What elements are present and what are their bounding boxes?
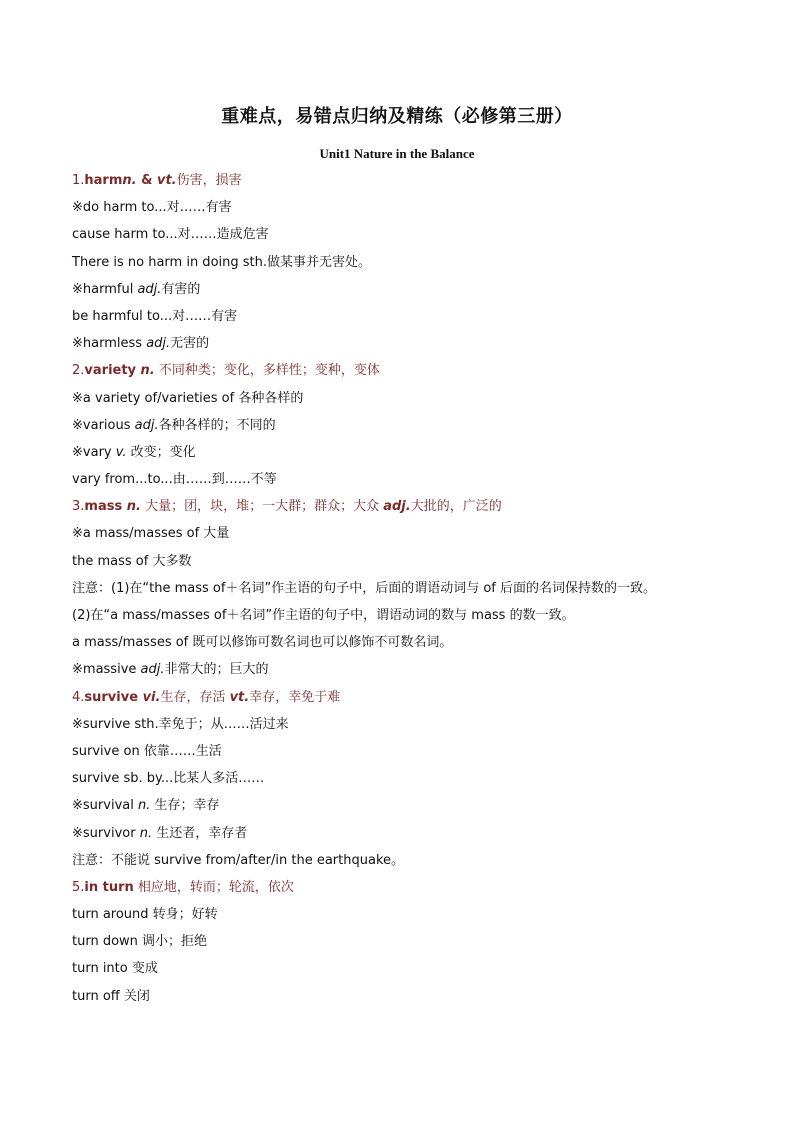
page-title: 重难点，易错点归纳及精练（必修第三册）	[221, 106, 573, 127]
entry-meaning: 幸存，幸免于难	[249, 689, 341, 705]
entry-line: ※do harm to...对……有害	[72, 200, 232, 216]
entry-meaning: 生存，存活	[160, 689, 230, 705]
entry-line: ※various adj.各种各样的；不同的	[72, 417, 276, 433]
reference-mark: ※	[72, 417, 83, 433]
entry-pos: n.	[122, 173, 137, 188]
entry-note: (2)在“a mass/masses of＋名词”作主语的句子中，谓语动词的数与 mass 的数一致。	[72, 608, 575, 623]
entry-pos: n.	[136, 363, 155, 379]
entry-line: a mass/masses of 既可以修饰可数名词也可以修饰不可数名词。	[72, 635, 453, 651]
entry-line: ※a variety of/varieties of 各种各样的	[72, 390, 304, 406]
vocab-list	[72, 167, 772, 1010]
entry-line: vary from...to...由……到……不等	[72, 472, 277, 488]
entry-pos: n.	[122, 499, 141, 515]
entry-line: cause harm to...对……造成危害	[72, 227, 269, 243]
entry-meaning: 不同种类；变化，多样性；变种，变体	[154, 363, 380, 379]
entry-line: the mass of 大多数	[72, 553, 192, 569]
reference-mark: ※	[72, 662, 83, 678]
reference-mark: ※	[72, 526, 83, 542]
pos-separator: &	[136, 173, 157, 188]
unit-title: Unit1 Nature in the Balance	[319, 146, 475, 161]
entry-line: ※a mass/masses of 大量	[72, 526, 230, 542]
entry-pos: vi.	[142, 689, 161, 705]
entry-line: be harmful to...对……有害	[72, 308, 238, 324]
entry-line: turn off 关闭	[72, 988, 150, 1004]
entry-word: survive	[84, 689, 143, 705]
entry-heading-harm	[72, 167, 772, 194]
entry-word: in turn	[84, 879, 134, 895]
entry-meaning: 大批的，广泛的	[410, 499, 502, 515]
entry-pos: vt.	[156, 173, 177, 188]
entry-number: 3.	[72, 499, 85, 515]
entry-number: 1.	[72, 173, 85, 188]
entry-word: variety	[84, 363, 137, 379]
entry-line: ※survivor n. 生还者，幸存者	[72, 825, 248, 841]
entry-pos: adj.	[383, 499, 411, 515]
entry-line: turn down 调小；拒绝	[72, 934, 208, 950]
entry-line: turn into 变成	[72, 961, 158, 977]
entry-meaning: 大量；团，块，堆；一大群；群众；大众	[140, 499, 384, 515]
entry-line: ※survive sth.幸免于；从……活过来	[72, 716, 289, 732]
entry-line: turn around 转身；好转	[72, 907, 218, 923]
reference-mark: ※	[72, 444, 83, 460]
entry-word: harm	[84, 173, 123, 188]
entry-line: ※harmless adj.无害的	[72, 336, 210, 352]
entry-number: 5.	[72, 879, 85, 895]
entry-word: mass	[84, 499, 123, 515]
reference-mark: ※	[72, 825, 83, 841]
entry-line: ※vary v. 改变；变化	[72, 444, 196, 460]
reference-mark: ※	[72, 798, 83, 814]
reference-mark: ※	[72, 390, 83, 406]
entry-heading-survive	[72, 684, 772, 711]
entry-meaning: 相应地，转而；轮流，依次	[133, 879, 294, 895]
entry-number: 4.	[72, 689, 85, 705]
entry-meaning: 伤害，损害	[176, 173, 242, 188]
reference-mark: ※	[72, 716, 83, 732]
entry-note: 注意：(1)在“the mass of＋名词”作主语的句子中，后面的谓语动词与 of 后面的名词保持数的一致。	[72, 580, 656, 596]
entry-line: There is no harm in doing sth.做某事并无害处。	[72, 254, 371, 270]
entry-heading-variety	[72, 357, 772, 384]
reference-mark: ※	[72, 200, 83, 216]
entry-number: 2.	[72, 363, 85, 379]
entry-heading-in-turn	[72, 874, 772, 901]
entry-pos: vt.	[229, 689, 250, 705]
entry-line: ※survival n. 生存；幸存	[72, 798, 220, 814]
reference-mark: ※	[72, 336, 83, 352]
reference-mark: ※	[72, 281, 83, 297]
entry-line: survive on 依靠……生活	[72, 743, 222, 759]
entry-note: 注意：不能说 survive from/after/in the earthquake。	[72, 852, 405, 868]
entry-line: ※massive adj.非常大的；巨大的	[72, 662, 269, 678]
entry-heading-mass	[72, 493, 772, 520]
entry-line: survive sb. by...比某人多活……	[72, 771, 265, 787]
entry-line: ※harmful adj.有害的	[72, 281, 201, 297]
